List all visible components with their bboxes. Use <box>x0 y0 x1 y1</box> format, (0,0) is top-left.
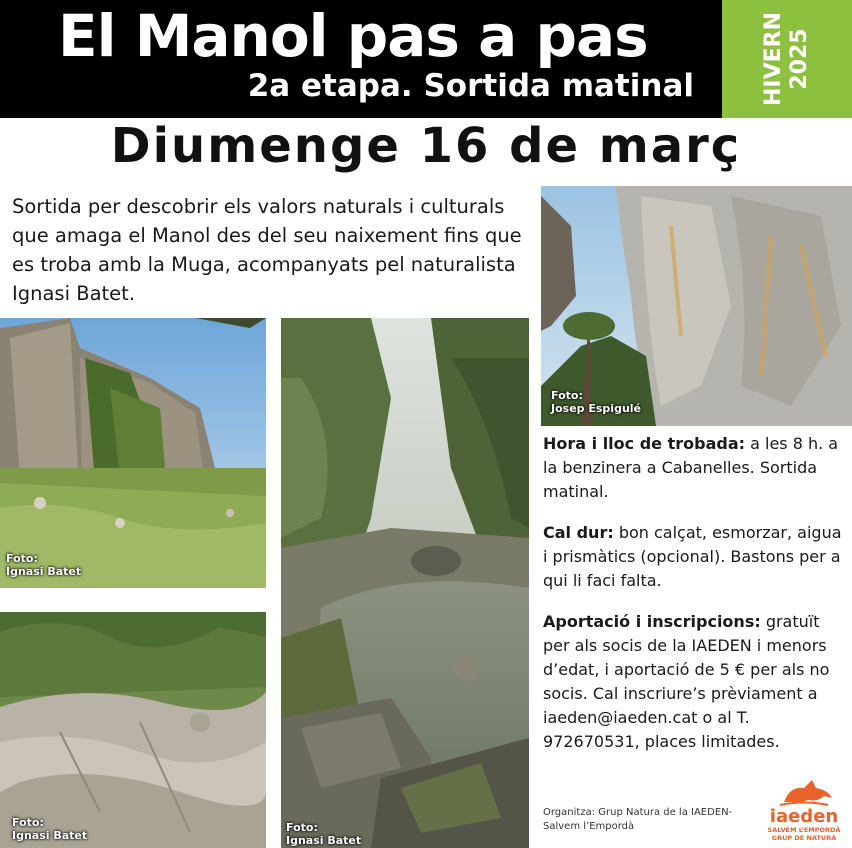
page-subtitle: 2a etapa. Sortida matinal <box>247 68 694 104</box>
header-banner <box>0 0 722 118</box>
iaeden-logo <box>762 772 846 846</box>
season-year: 2025 <box>787 28 812 90</box>
gear-label: Cal dur: <box>543 523 614 542</box>
fee-text: gratuït per als socis de la IAEDEN i menors d’edat, i aportació de 5 € per als no socis. Cal inscriure’s prèviament a iaeden@iaeden.cat o al T. 972670531, places limitades. <box>543 612 830 751</box>
meeting-text: a les 8 h. a la benzinera a Cabanelles. Sortida matinal. <box>543 434 839 501</box>
event-info <box>543 432 845 771</box>
fee-label: Aportació i inscripcions: <box>543 612 761 631</box>
season-name: HIVERN <box>761 11 786 107</box>
event-date: Diumenge 16 de març <box>110 118 742 174</box>
gear-info <box>543 521 845 593</box>
meeting-label: Hora i lloc de trobada: <box>543 434 746 453</box>
page-title: El Manol pas a pas <box>58 2 648 70</box>
photo-stream <box>281 318 529 848</box>
photo-credit: Foto: Ignasi Batet <box>286 821 362 847</box>
photo-credit: Foto: Ignasi Batet <box>6 552 82 578</box>
season-label <box>761 12 813 106</box>
gear-text: bon calçat, esmorzar, aigua i prismàtics (opcional). Bastons per a qui li faci falta. <box>543 523 842 590</box>
fee-info <box>543 610 845 754</box>
photo-credit: Foto: Ignasi Batet <box>12 816 88 842</box>
season-badge <box>722 0 852 118</box>
photo-ruins <box>0 318 266 588</box>
photo-riverbed <box>0 612 266 848</box>
photo-credit: Foto: Josep Espigulé <box>551 389 642 415</box>
intro-text: Sortida per descobrir els valors naturals i culturals que amaga el Manol des del seu naixement fins que es troba amb la Muga, acompanyats pel naturalista Ignasi Batet. <box>12 195 522 305</box>
logo-tagline: SALVEM L’EMPORDÀ GRUP DE NATURA <box>767 826 841 842</box>
organizer-text: Organitza: Grup Natura de la IAEDEN-Salvem l’Empordà <box>543 807 733 832</box>
logo-name: iaeden <box>769 806 839 827</box>
meeting-info <box>543 432 845 504</box>
fox-icon <box>762 772 846 808</box>
photo-cliff <box>541 186 852 426</box>
